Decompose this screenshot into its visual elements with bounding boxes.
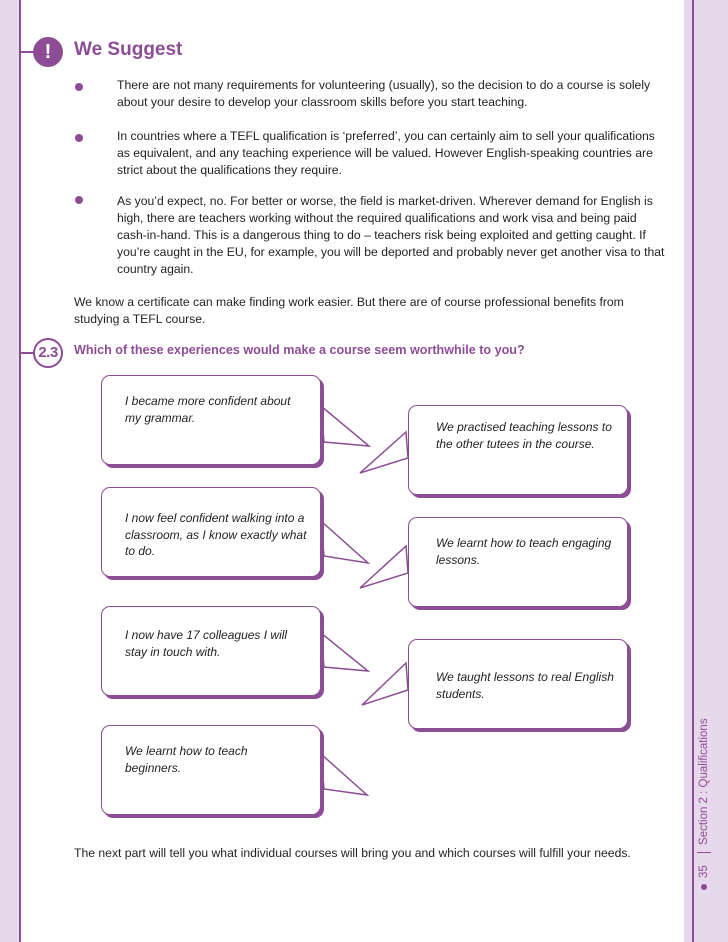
page-footer-vertical xyxy=(697,718,711,890)
bubble-text-2: We practised teaching lessons to the other tutees in the course. xyxy=(436,420,612,451)
section-title: We Suggest xyxy=(74,39,183,60)
exclamation-icon: ! xyxy=(33,37,63,67)
bubble-tail-4 xyxy=(360,546,408,588)
bubble-text-6: We taught lessons to real English students. xyxy=(436,670,614,701)
bubble-text-3: I now feel confident walking into a classroom, as I know exactly what to do. xyxy=(125,511,307,558)
bullet-text-2: In countries where a TEFL qualification is ‘preferred’, you can certainly aim to sell your qualifications as equivalent, and any teaching experience will be valued. However English-speaking countries are strict about the qualifications they require. xyxy=(117,129,655,177)
section-label: Section 2 : Qualifications xyxy=(698,718,711,845)
bubble-text-4: We learnt how to teach engaging lessons. xyxy=(436,536,612,567)
bubble-tail-2 xyxy=(360,432,408,473)
bullet-text-3: As you’d expect, no. For better or worse, the field is market-driven. Wherever demand for English is high, there are teachers working without the required qualifications and work visa and being paid cash-in-hand. This is a dangerous thing to do – teachers risk being exploited and getting caught. If you’re caught in the EU, for example, you will be deported and probably never get another visa to that country again. xyxy=(117,194,665,276)
activity-question: Which of these experiences would make a course seem worthwhile to you? xyxy=(74,343,525,357)
intro-paragraph: We know a certificate can make finding work easier. But there are of course professional benefits from studying a TEFL course. xyxy=(74,295,624,326)
page-dot-icon xyxy=(701,884,707,890)
bubble-tail-1 xyxy=(321,406,369,446)
bubble-tail-5 xyxy=(321,633,368,671)
closing-paragraph: The next part will tell you what individual courses will bring you and which courses will fulfill your needs. xyxy=(74,846,631,860)
bubble-text-7: We learnt how to teach beginners. xyxy=(125,744,248,775)
bubble-tail-3 xyxy=(321,521,368,563)
bubble-text-1: I became more confident about my grammar. xyxy=(125,394,291,425)
page-number: 35 xyxy=(698,865,711,878)
footer-divider xyxy=(697,852,711,853)
bubble-tail-7 xyxy=(321,754,367,795)
bullet-text-1: There are not many requirements for volunteering (usually), so the decision to do a course is solely about your desire to develop your classroom skills before you start teaching. xyxy=(117,78,651,109)
activity-number-badge: 2.3 xyxy=(33,338,63,368)
bubble-tail-6 xyxy=(362,663,408,705)
bubble-text-5: I now have 17 colleagues I will stay in touch with. xyxy=(125,628,288,659)
